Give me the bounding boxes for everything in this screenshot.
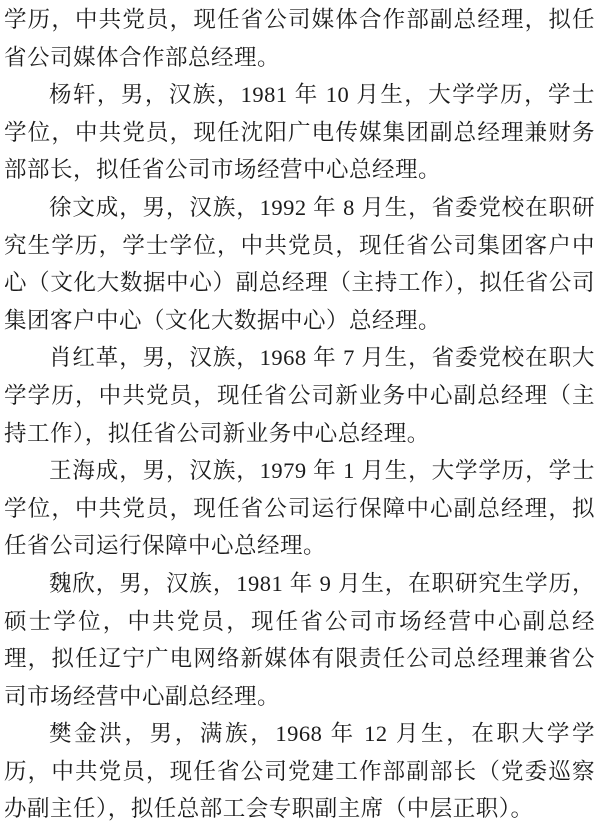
document-paragraph-continuation: 学历，中共党员，现任省公司媒体合作部副总经理，拟任省公司媒体合作部总经理。: [4, 7, 595, 70]
document-paragraph-fanjinhong: 樊金洪，男，满族，1968 年 12 月生，在职大学学历，中共党员，现任省公司党建工作部副部长（党委巡察办副主任），拟任总部工会专职副主席（中层正职）。: [4, 721, 595, 822]
document-paragraph-yangxuan: 杨轩，男，汉族，1981 年 10 月生，大学学历，学士学位，中共党员，现任沈阳广电传媒集团副总经理兼财务部部长，拟任省公司市场经营中心总经理。: [4, 82, 595, 183]
document-paragraph-wanghaicheng: 王海成，男，汉族，1979 年 1 月生，大学学历，学士学位，中共党员，现任省公司运行保障中心副总经理，拟任省公司运行保障中心总经理。: [4, 458, 595, 559]
document-paragraph-weixin: 魏欣，男，汉族，1981 年 9 月生，在职研究生学历，硕士学位，中共党员，现任省公司市场经营中心副总经理，拟任辽宁广电网络新媒体有限责任公司总经理兼省公司市场经营中心副总经理。: [4, 570, 595, 709]
document-paragraph-xuwencheng: 徐文成，男，汉族，1992 年 8 月生，省委党校在职研究生学历，学士学位，中共党员，现任省公司集团客户中心（文化大数据中心）副总经理（主持工作），拟任省公司集团客户中心（文化大数据中心）总经理。: [4, 194, 595, 333]
document-paragraph-xiaohongge: 肖红革，男，汉族，1968 年 7 月生，省委党校在职大学学历，中共党员，现任省公司新业务中心副总经理（主持工作），拟任省公司新业务中心总经理。: [4, 345, 595, 446]
